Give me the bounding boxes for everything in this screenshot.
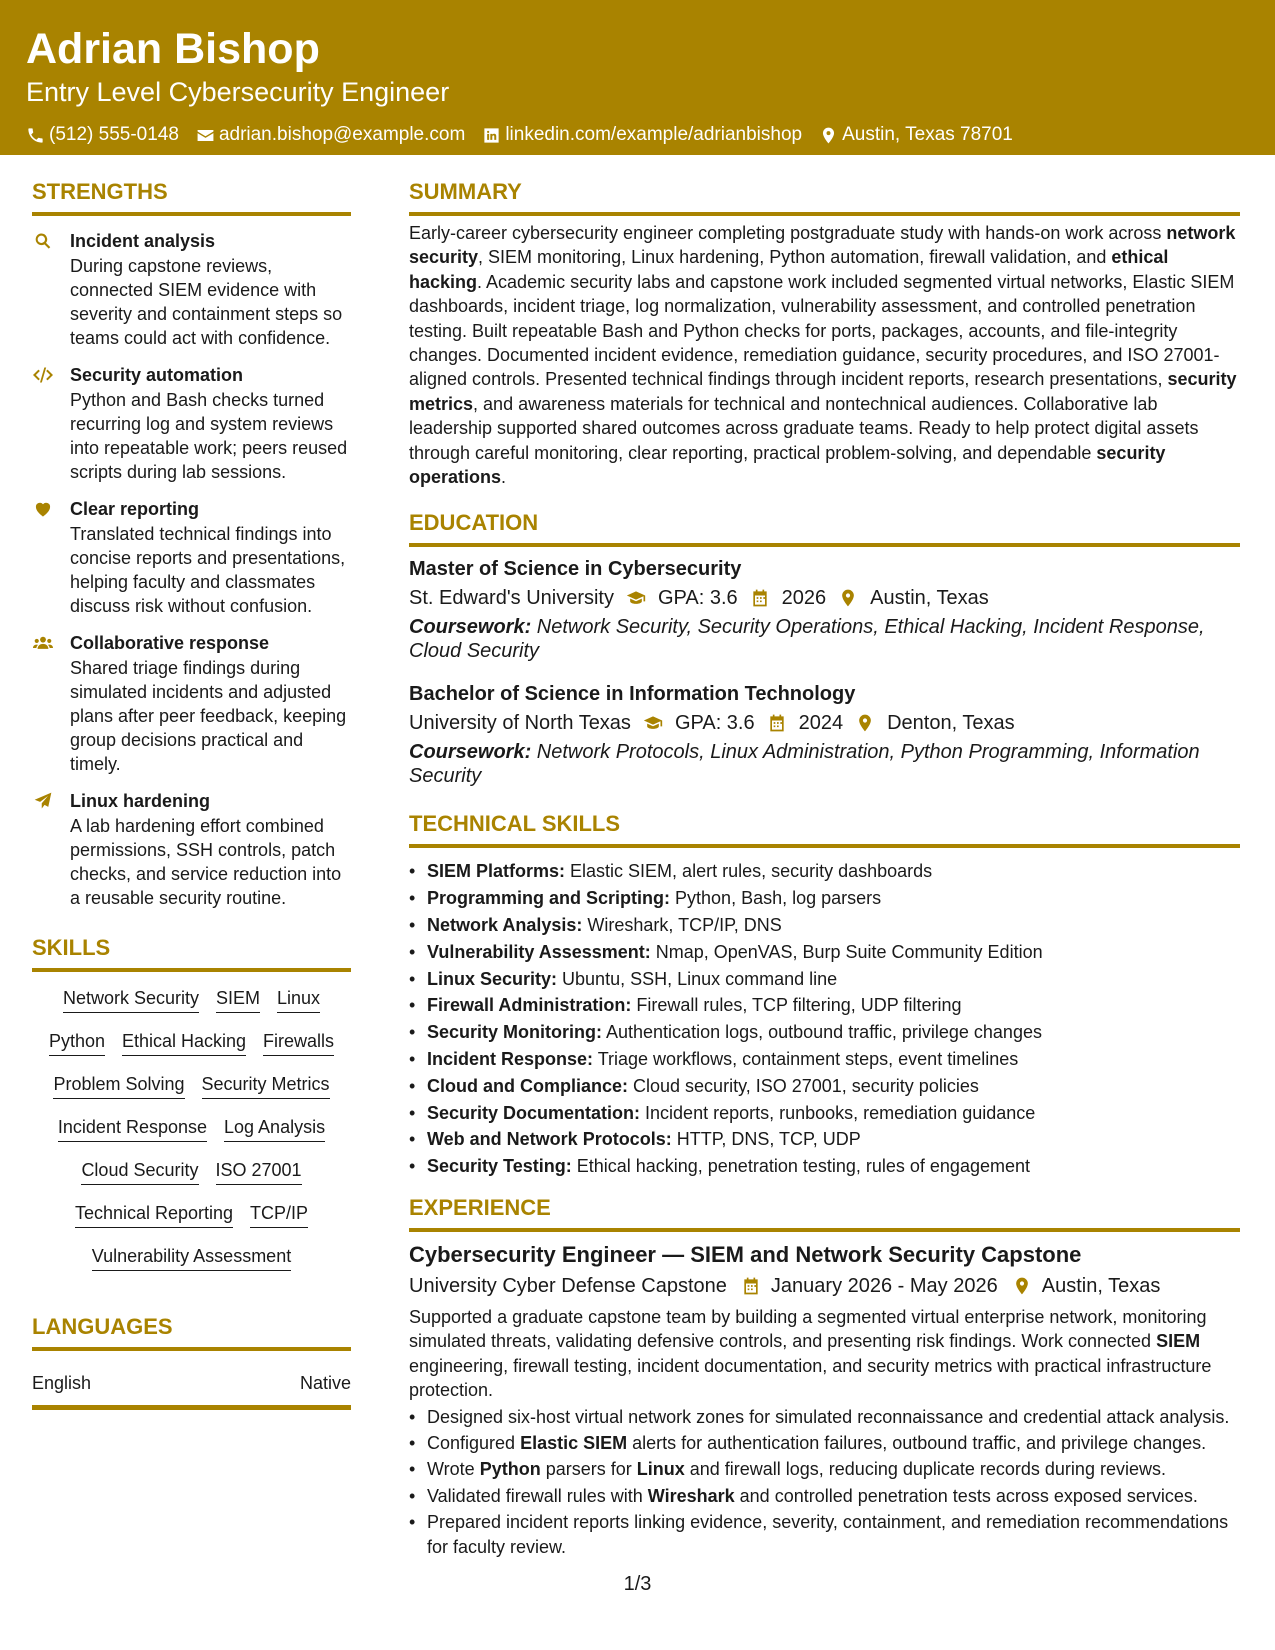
skill-chip: Vulnerability Assessment xyxy=(92,1244,291,1271)
education-meta xyxy=(409,583,1240,613)
skill-chip: Network Security xyxy=(63,986,199,1013)
list-item xyxy=(409,885,1240,912)
phone-text: (512) 555-0148 xyxy=(49,124,179,145)
bullet-text: and firewall logs, reducing duplicate records during reviews. xyxy=(684,1459,1166,1480)
school-name: St. Edward's University xyxy=(409,587,614,610)
map-pin-icon xyxy=(838,588,858,608)
strength-title: Incident analysis xyxy=(70,231,216,251)
skill-value: Ethical hacking, penetration testing, rules of engagement xyxy=(571,1156,1030,1177)
bullet-text: parsers for xyxy=(540,1459,637,1480)
job-description xyxy=(409,1305,1240,1403)
list-item xyxy=(409,1457,1240,1481)
education-entry xyxy=(409,680,1240,788)
bullet-keyword: Elastic SIEM xyxy=(520,1433,628,1454)
summary-segment: , SIEM monitoring, Linux hardening, Python automation, firewall validation, and xyxy=(478,247,1112,268)
strength-text: Translated technical findings into concise reports and presentations, helping faculty and classmates discuss risk without confusion. xyxy=(70,524,346,616)
strength-title: Collaborative response xyxy=(70,633,270,653)
list-item xyxy=(409,1510,1240,1559)
coursework-label: Coursework: xyxy=(409,616,532,639)
summary-keyword: security operations xyxy=(409,442,1166,488)
linkedin-icon xyxy=(482,126,501,145)
summary-segment: , and awareness materials for technical and nontechnical audiences. Collaborative lab leadership supported shared outcomes across graduate teams. Ready to help protect digital assets through careful monitoring, clear reporting, practical problem-solving, and dependable xyxy=(409,393,1199,463)
skill-chip: Ethical Hacking xyxy=(122,1029,246,1056)
coursework-list: Network Protocols, Linux Administration, Python Programming, Information Security xyxy=(409,741,1200,788)
list-item xyxy=(409,939,1240,966)
desc-segment: engineering, firewall testing, incident documentation, and security metrics with practical infrastructure protection. xyxy=(409,1355,1212,1401)
email-text: adrian.bishop@example.com xyxy=(218,124,466,145)
skill-value: Incident reports, runbooks, remediation guidance xyxy=(640,1102,1036,1123)
contact-linkedin[interactable] xyxy=(482,124,802,146)
location-text: Austin, Texas 78701 xyxy=(842,124,1013,145)
bullet-text: and controlled penetration tests across exposed services. xyxy=(734,1485,1198,1506)
skill-chip: Problem Solving xyxy=(53,1072,184,1099)
coursework-list: Network Security, Security Operations, Ethical Hacking, Incident Response, Cloud Security xyxy=(409,616,1205,663)
school-location: Denton, Texas xyxy=(887,712,1015,735)
list-item xyxy=(409,1405,1240,1429)
language-level: Native xyxy=(299,1373,351,1393)
strength-text: Python and Bash checks turned recurring log and system reviews into repeatable work; peers reused scripts during lab sessions. xyxy=(70,390,348,482)
coursework-label: Coursework: xyxy=(409,741,532,764)
resume-header xyxy=(0,0,1275,155)
summary-segment: . Academic security labs and capstone work included segmented virtual networks, Elastic SIEM dashboards, incident triage, log normalization, vulnerability assessment, and controlled penetration testing. Built repeatable Bash and Python checks for ports, packages, accounts, and file-integrity changes. Documented incident evidence, remediation guidance, security procedures, and ISO 27001-aligned controls. Presented technical findings through incident reports, research presentations, xyxy=(409,271,1235,390)
strength-item xyxy=(32,229,351,350)
skill-label: SIEM Platforms: xyxy=(427,861,566,882)
list-item xyxy=(409,1431,1240,1455)
summary-keyword: security metrics xyxy=(409,369,1237,414)
coursework xyxy=(409,615,1240,663)
envelope-icon xyxy=(196,126,215,145)
map-pin-icon xyxy=(819,126,838,145)
job-bullets xyxy=(409,1405,1240,1559)
left-column xyxy=(32,178,351,1410)
skill-label: Network Analysis: xyxy=(427,915,583,936)
skill-value: Elastic SIEM, alert rules, security dashboards xyxy=(565,861,933,882)
education-meta xyxy=(409,708,1240,738)
users-icon xyxy=(32,631,70,776)
job-location: Austin, Texas xyxy=(1041,1275,1161,1298)
bullet-text: Wrote xyxy=(427,1459,480,1480)
graduation-cap-icon xyxy=(643,713,663,733)
bullet-text: Configured xyxy=(427,1433,521,1454)
list-item xyxy=(409,992,1240,1019)
technical-skills-list xyxy=(409,858,1240,1180)
map-pin-icon xyxy=(1012,1276,1032,1296)
skill-chip: Python xyxy=(49,1029,105,1056)
skill-value: Firewall rules, TCP filtering, UDP filtering xyxy=(631,995,962,1016)
contact-email[interactable] xyxy=(196,124,465,146)
job-title: Cybersecurity Engineer — SIEM and Network Security Capstone xyxy=(409,1242,1082,1268)
skill-value: Triage workflows, containment steps, event timelines xyxy=(593,1049,1019,1070)
summary-segment: Early-career cybersecurity engineer completing postgraduate study with hands-on work across xyxy=(409,223,1167,243)
skill-label: Security Monitoring: xyxy=(427,1022,602,1043)
strength-item xyxy=(32,789,351,910)
skill-chip: Linux xyxy=(277,986,320,1013)
organization: University Cyber Defense Capstone xyxy=(409,1275,727,1298)
degree-title: Master of Science in Cybersecurity xyxy=(409,558,742,581)
technical-skills-heading: TECHNICAL SKILLS xyxy=(409,810,1240,848)
skill-chip: Log Analysis xyxy=(224,1115,325,1142)
list-item xyxy=(409,1100,1240,1127)
list-item xyxy=(409,1126,1240,1153)
graduation-cap-icon xyxy=(626,588,646,608)
skill-chip: Security Metrics xyxy=(202,1072,330,1099)
bullet-keyword: Wireshark xyxy=(647,1485,735,1506)
candidate-title: Entry Level Cybersecurity Engineer xyxy=(26,77,450,107)
skill-chip: Technical Reporting xyxy=(75,1201,233,1228)
phone-icon xyxy=(26,126,45,145)
skill-label: Vulnerability Assessment: xyxy=(427,941,651,962)
desc-keyword: SIEM xyxy=(1156,1331,1201,1352)
candidate-name: Adrian Bishop xyxy=(26,25,320,73)
skill-label: Web and Network Protocols: xyxy=(427,1129,672,1150)
degree-title: Bachelor of Science in Information Technology xyxy=(409,683,856,706)
calendar-icon xyxy=(750,588,770,608)
bullet-text: Validated firewall rules with xyxy=(427,1485,648,1506)
strengths-heading: STRENGTHS xyxy=(32,178,351,216)
bullet-text: Prepared incident reports linking evidence, severity, containment, and remediation recommendations for faculty review. xyxy=(427,1512,1229,1557)
skill-chip: Cloud Security xyxy=(81,1158,198,1185)
skill-label: Cloud and Compliance: xyxy=(427,1075,629,1096)
summary-segment: . xyxy=(501,467,507,488)
search-icon xyxy=(32,229,70,350)
list-item xyxy=(409,1153,1240,1180)
skill-value: Authentication logs, outbound traffic, privilege changes xyxy=(602,1022,1042,1043)
strength-title: Security automation xyxy=(70,365,244,385)
strength-text: A lab hardening effort combined permissions, SSH controls, patch checks, and service reduction into a reusable security routine. xyxy=(70,816,342,908)
skill-chip: TCP/IP xyxy=(250,1201,308,1228)
skill-label: Security Documentation: xyxy=(427,1102,641,1123)
skills-heading: SKILLS xyxy=(32,934,351,972)
skill-value: HTTP, DNS, TCP, UDP xyxy=(671,1129,861,1150)
list-item xyxy=(409,912,1240,939)
list-item xyxy=(409,1046,1240,1073)
desc-segment: Supported a graduate capstone team by building a segmented virtual enterprise network, monitoring simulated threats, validating defensive controls, and presenting risk findings. Work connected xyxy=(409,1307,1207,1352)
skill-value: Nmap, OpenVAS, Burp Suite Community Edition xyxy=(650,941,1043,962)
summary-heading: SUMMARY xyxy=(409,178,1240,216)
coursework xyxy=(409,740,1240,788)
contact-bar xyxy=(26,124,1275,146)
strength-title: Clear reporting xyxy=(70,499,200,519)
map-pin-icon xyxy=(855,713,875,733)
skill-chip: Firewalls xyxy=(263,1029,334,1056)
calendar-icon xyxy=(767,713,787,733)
summary-keyword: ethical hacking xyxy=(409,247,1169,292)
skill-chip: SIEM xyxy=(216,986,260,1013)
language-name: English xyxy=(32,1373,92,1393)
job-dates: January 2026 - May 2026 xyxy=(770,1275,998,1298)
heart-icon xyxy=(32,497,70,618)
skill-value: Python, Bash, log parsers xyxy=(670,888,882,909)
skill-value: Ubuntu, SSH, Linux command line xyxy=(557,968,838,989)
skill-label: Linux Security: xyxy=(427,968,558,989)
paper-plane-icon xyxy=(32,789,70,910)
strength-item xyxy=(32,631,351,776)
strength-item xyxy=(32,363,351,484)
code-icon xyxy=(32,363,70,484)
graduation-year: 2024 xyxy=(798,712,844,735)
skill-label: Security Testing: xyxy=(427,1156,572,1177)
strength-text: During capstone reviews, connected SIEM evidence with severity and containment steps so teams could act with confidence. xyxy=(70,256,343,348)
list-item xyxy=(409,858,1240,885)
languages-heading: LANGUAGES xyxy=(32,1313,351,1351)
list-item xyxy=(409,966,1240,993)
page-indicator: 1/3 xyxy=(623,1573,652,1595)
skill-label: Incident Response: xyxy=(427,1049,594,1070)
right-column xyxy=(409,178,1240,1561)
list-item xyxy=(409,1484,1240,1508)
bullet-text: Designed six-host virtual network zones for simulated reconnaissance and credential attack analysis. xyxy=(427,1406,1230,1427)
skill-value: Cloud security, ISO 27001, security policies xyxy=(628,1075,979,1096)
school-location: Austin, Texas xyxy=(870,587,989,610)
skills-chips xyxy=(32,986,351,1271)
strength-title: Linux hardening xyxy=(70,791,211,811)
skill-label: Programming and Scripting: xyxy=(427,888,671,909)
strength-text: Shared triage findings during simulated incidents and adjusted plans after peer feedback, keeping group decisions practical and timely. xyxy=(70,658,347,774)
school-name: University of North Texas xyxy=(409,712,631,735)
list-item xyxy=(409,1073,1240,1100)
education-heading: EDUCATION xyxy=(409,509,1240,547)
list-item xyxy=(409,1019,1240,1046)
job-meta xyxy=(409,1271,1240,1301)
strength-item xyxy=(32,497,351,618)
skill-value: Wireshark, TCP/IP, DNS xyxy=(582,915,782,936)
gpa: GPA: 3.6 xyxy=(674,712,755,735)
graduation-year: 2026 xyxy=(781,587,827,610)
contact-location xyxy=(819,124,1013,146)
skill-label: Firewall Administration: xyxy=(427,995,632,1016)
linkedin-text: linkedin.com/example/adrianbishop xyxy=(505,124,803,145)
skill-chip: ISO 27001 xyxy=(216,1158,302,1185)
bullet-keyword: Linux xyxy=(636,1459,685,1480)
summary-text xyxy=(409,221,1240,489)
summary-keyword: network security xyxy=(409,223,1236,268)
bullet-keyword: Python xyxy=(479,1459,541,1480)
contact-phone[interactable] xyxy=(26,124,179,146)
skill-chip: Incident Response xyxy=(58,1115,207,1142)
language-row xyxy=(32,1371,351,1410)
education-entry xyxy=(409,555,1240,663)
bullet-text: alerts for authentication failures, outbound traffic, and privilege changes. xyxy=(627,1433,1207,1454)
gpa: GPA: 3.6 xyxy=(658,587,738,610)
experience-heading: EXPERIENCE xyxy=(409,1194,1240,1232)
calendar-icon xyxy=(741,1276,761,1296)
